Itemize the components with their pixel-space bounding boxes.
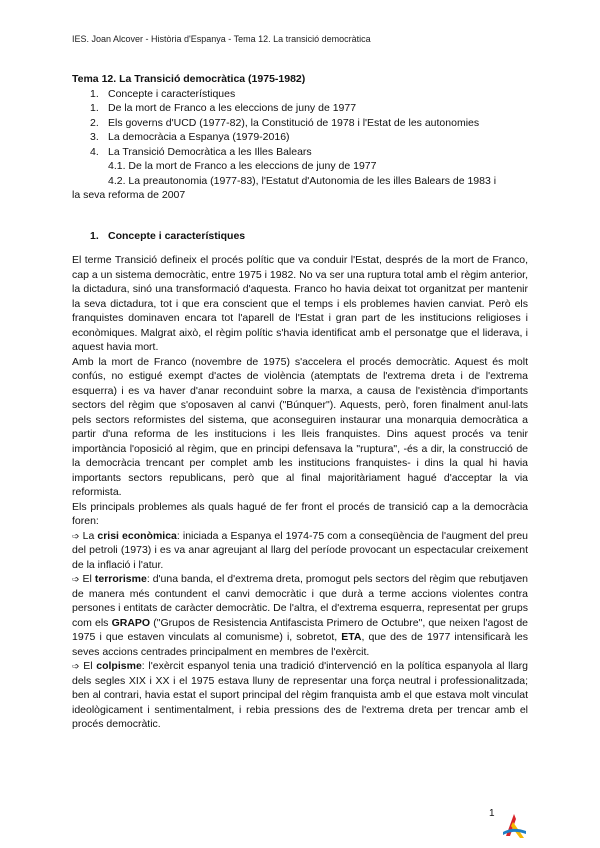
bullet-coup <box>72 659 528 732</box>
toc-item <box>72 116 528 131</box>
page-number: 1 <box>489 808 495 819</box>
toc-subitem-line2: la seva reforma de 2007 <box>72 189 186 201</box>
toc-number: 1. <box>90 87 99 100</box>
bullet-pre: La <box>82 529 98 542</box>
toc-label: Concepte i característiques <box>108 87 236 100</box>
arrow-icon: ➩ <box>72 530 80 541</box>
bullet-keyword-grapo: GRAPO <box>111 616 151 629</box>
bullet-keyword: terrorisme <box>94 573 147 585</box>
paragraph: Amb la mort de Franco (novembre de 1975) s'accelera el procés democràtic. Aquest és molt confús, no estigué exempt d'actes de violència (atemptats de l'extrema dreta i de l'extrema esquerra) i es va haver d'anar reconduint sobre la marxa, a causa de l'existència d'importants sectors del règim que s'oposaven al canvi ("Búnquer"). Aquests, però, foren finalment anul·lats pels sectors reformistes del sistema, que aconseguiren instaurar una monarquia democràtica a partir d'una reforma de les institucions i les lleis franquistes. Dins aquest procés va tenir importància l'oposició al règim, que en principi defensava la "ruptura", -és a dir, la construcció de la democràcia trencant per complet amb les institucions franquistes- i dins la qual hi havia importants sectors republicans, però que al final majoritàriament hagué d'acceptar la via reformista. <box>72 355 528 498</box>
bullet-keyword-eta: ETA <box>341 631 362 643</box>
bullet-pre: El <box>83 660 97 672</box>
toc-label: De la mort de Franco a les eleccions de juny de 1977 <box>108 102 357 114</box>
toc-item <box>72 130 528 145</box>
logo-blue-stroke <box>503 829 526 835</box>
section-number: 1. <box>90 229 99 242</box>
document-title: Tema 12. La Transició democràtica (1975-1982) <box>72 73 306 85</box>
paragraph: Els principals problemes als quals hagué de fer front el procés de transició cap a la democràcia foren: <box>72 500 528 527</box>
bullet-text: : d'una banda, el d'extrema dreta, promogut pels sectors del règim que rebutjaven de manera més contundent el canvi democràtic i que durà a terme accions violentes contra persones i entitats de caràcter democràtic. De l'altra, el d'extrema esquerra, representat per grups com els <box>72 573 529 629</box>
bullet-text: : l'exèrcit espanyol tenia una tradició d'intervenció en la política espanyola al llarg dels segles XIX i XX i el 1975 estava lluny de representar una força neutral i professionalitzada; ben al contrari, havia estat el suport principal del règim franquista amb el que estava molt vinculat ideològicament i sentimentalment, i rebia pressions des de l'extrema dreta per trencar amb el procés democràtic. <box>72 660 528 730</box>
bullet-keyword: colpisme <box>96 660 142 672</box>
table-of-contents <box>72 87 528 203</box>
toc-number: 3. <box>90 131 99 143</box>
bullet-text: , que des de 1977 intensificarà les seves accions centrades principalment en membres de l'exèrcit. <box>72 631 528 658</box>
bullet-keyword: crisi econòmica <box>97 529 177 542</box>
document-body <box>72 72 528 732</box>
toc-number: 4. <box>90 145 99 158</box>
bullet-text: : iniciada a Espanya el 1974-75 com a conseqüència de l'augment del preu del petroli (1973) i es va anar agreujant al llarg del període provocant un espectacular creixement de la inflació i l'atur. <box>72 529 529 571</box>
arrow-icon: ➩ <box>72 661 80 671</box>
toc-number: 2. <box>90 116 99 129</box>
toc-item <box>72 145 528 160</box>
section-title: Concepte i característiques <box>108 229 246 242</box>
toc-subitem: 4.1. De la mort de Franco a les eleccions de juny de 1977 <box>108 160 377 172</box>
bullet-crisis <box>72 529 528 573</box>
bullet-terrorism <box>72 572 528 659</box>
toc-subitem-line1: 4.2. La preautonomia (1977-83), l'Estatut d'Autonomia de les illes Balears de 1983 i <box>108 174 497 187</box>
school-logo-icon <box>500 812 528 842</box>
section-heading <box>90 229 528 244</box>
toc-label: Els governs d'UCD (1977-82), la Constitució de 1978 i l'Estat de les autonomies <box>108 116 480 129</box>
bullet-pre: El <box>82 573 95 585</box>
page-header: IES. Joan Alcover - Història d'Espanya - Tema 12. La transició democràtica <box>72 34 371 44</box>
bullet-text: ("Grupos de Resistencia Antifascista Primero de Octubre", que neixen l'agost de 1975 i que estaven vinculats al comunisme) i, sobretot, <box>72 616 529 643</box>
toc-label: La Transició Democràtica a les Illes Balears <box>108 145 312 158</box>
arrow-icon: ➩ <box>72 574 80 584</box>
toc-item <box>72 101 528 116</box>
toc-subitem <box>72 174 528 203</box>
toc-label: La democràcia a Espanya (1979-2016) <box>108 131 290 143</box>
toc-number: 1. <box>90 102 99 114</box>
paragraph: El terme Transició defineix el procés polític que va conduir l'Estat, després de la mort de Franco, cap a un sistema democràtic, entre 1975 i 1982. No va ser una ruptura total amb el règim anterior, la dictadura, sinó una transformació d'aquesta. Franco ho havia deixat tot organitzat per mantenir la seva dictadura, tot i que era conscient que el temps i els problemes havien canviat. Però els franquistes dominaven encara tot l'aparell de l'Estat i gran part de les institucions religioses i econòmiques. Malgrat això, el règim polític s'havia identificat amb el personatge que el liderava, i aquest havia mort. <box>72 254 528 353</box>
toc-item <box>72 87 528 102</box>
